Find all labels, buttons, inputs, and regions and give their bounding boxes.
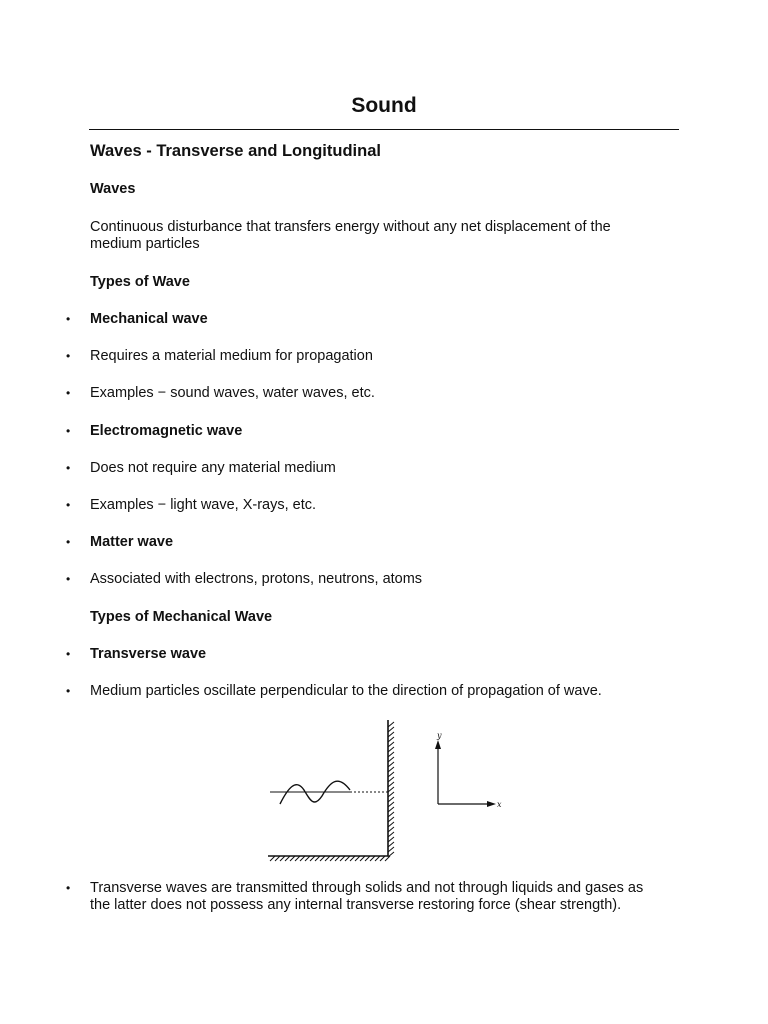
hatch-mark: [388, 822, 394, 827]
hatch-mark: [388, 817, 394, 822]
list-item: Mechanical wave: [90, 311, 208, 327]
waves-definition-line: medium particles: [90, 236, 200, 252]
waves-heading: Waves: [90, 181, 136, 197]
hatch-mark: [388, 767, 394, 772]
hatch-mark: [388, 847, 394, 852]
hatch-mark: [388, 792, 394, 797]
hatch-mark: [388, 772, 394, 777]
bullet-dot: •: [66, 647, 71, 661]
bullet-dot: •: [66, 881, 71, 895]
hatch-mark: [388, 832, 394, 837]
hatch-mark: [388, 742, 394, 747]
hatch-mark: [388, 852, 394, 857]
types-of-wave-heading: Types of Wave: [90, 274, 190, 290]
list-item: Matter wave: [90, 534, 174, 550]
hatch-mark: [388, 802, 394, 807]
hatch-mark: [388, 837, 394, 842]
hatch-mark: [388, 732, 394, 737]
bullet-dot: •: [66, 461, 71, 475]
list-item: Does not require any material medium: [90, 460, 336, 476]
y-axis-label: y: [437, 731, 442, 740]
wave-curve: [280, 781, 350, 804]
hatch-mark: [388, 747, 394, 752]
list-item: Transverse wave: [90, 646, 207, 662]
bullet-dot: •: [66, 386, 71, 400]
list-item: Associated with electrons, protons, neutrons, atoms: [90, 571, 423, 587]
bullet-dot: •: [66, 312, 71, 326]
list-item: the latter does not possess any internal transverse restoring force (shear strength).: [90, 897, 622, 913]
list-item: Electromagnetic wave: [90, 423, 243, 439]
x-axis-label: x: [497, 800, 502, 809]
hatch-mark: [388, 807, 394, 812]
bullet-dot: •: [66, 349, 71, 363]
list-item: Transverse waves are transmitted through solids and not through liquids and gases as: [90, 880, 644, 896]
hatch-mark: [388, 722, 394, 727]
hatch-mark: [388, 737, 394, 742]
hatch-mark: [388, 827, 394, 832]
hatch-mark: [388, 757, 394, 762]
hatch-mark: [388, 777, 394, 782]
transverse-wave-diagram: [260, 718, 510, 863]
hatch-mark: [388, 752, 394, 757]
list-item: Examples − light wave, X-rays, etc.: [90, 497, 317, 513]
list-item: Examples − sound waves, water waves, etc.: [90, 385, 375, 401]
list-item: Requires a material medium for propagation: [90, 348, 373, 364]
axes: [435, 740, 496, 807]
page-title: Sound: [351, 94, 417, 117]
floor: [268, 856, 390, 861]
wall: [388, 720, 394, 857]
bullet-dot: •: [66, 424, 71, 438]
hatch-mark: [388, 787, 394, 792]
hatch-mark: [388, 782, 394, 787]
section-title: Waves - Transverse and Longitudinal: [90, 142, 381, 160]
hatch-mark: [388, 762, 394, 767]
bullet-dot: •: [66, 572, 71, 586]
hatch-mark: [388, 727, 394, 732]
bullet-dot: •: [66, 684, 71, 698]
hatch-mark: [388, 797, 394, 802]
title-rule: [89, 129, 679, 130]
mechanical-types-heading: Types of Mechanical Wave: [90, 609, 273, 625]
waves-definition-line: Continuous disturbance that transfers energy without any net displacement of the: [90, 219, 611, 235]
bullet-dot: •: [66, 535, 71, 549]
bullet-dot: •: [66, 498, 71, 512]
hatch-mark: [388, 842, 394, 847]
list-item: Medium particles oscillate perpendicular to the direction of propagation of wave.: [90, 683, 602, 699]
hatch-mark: [388, 812, 394, 817]
